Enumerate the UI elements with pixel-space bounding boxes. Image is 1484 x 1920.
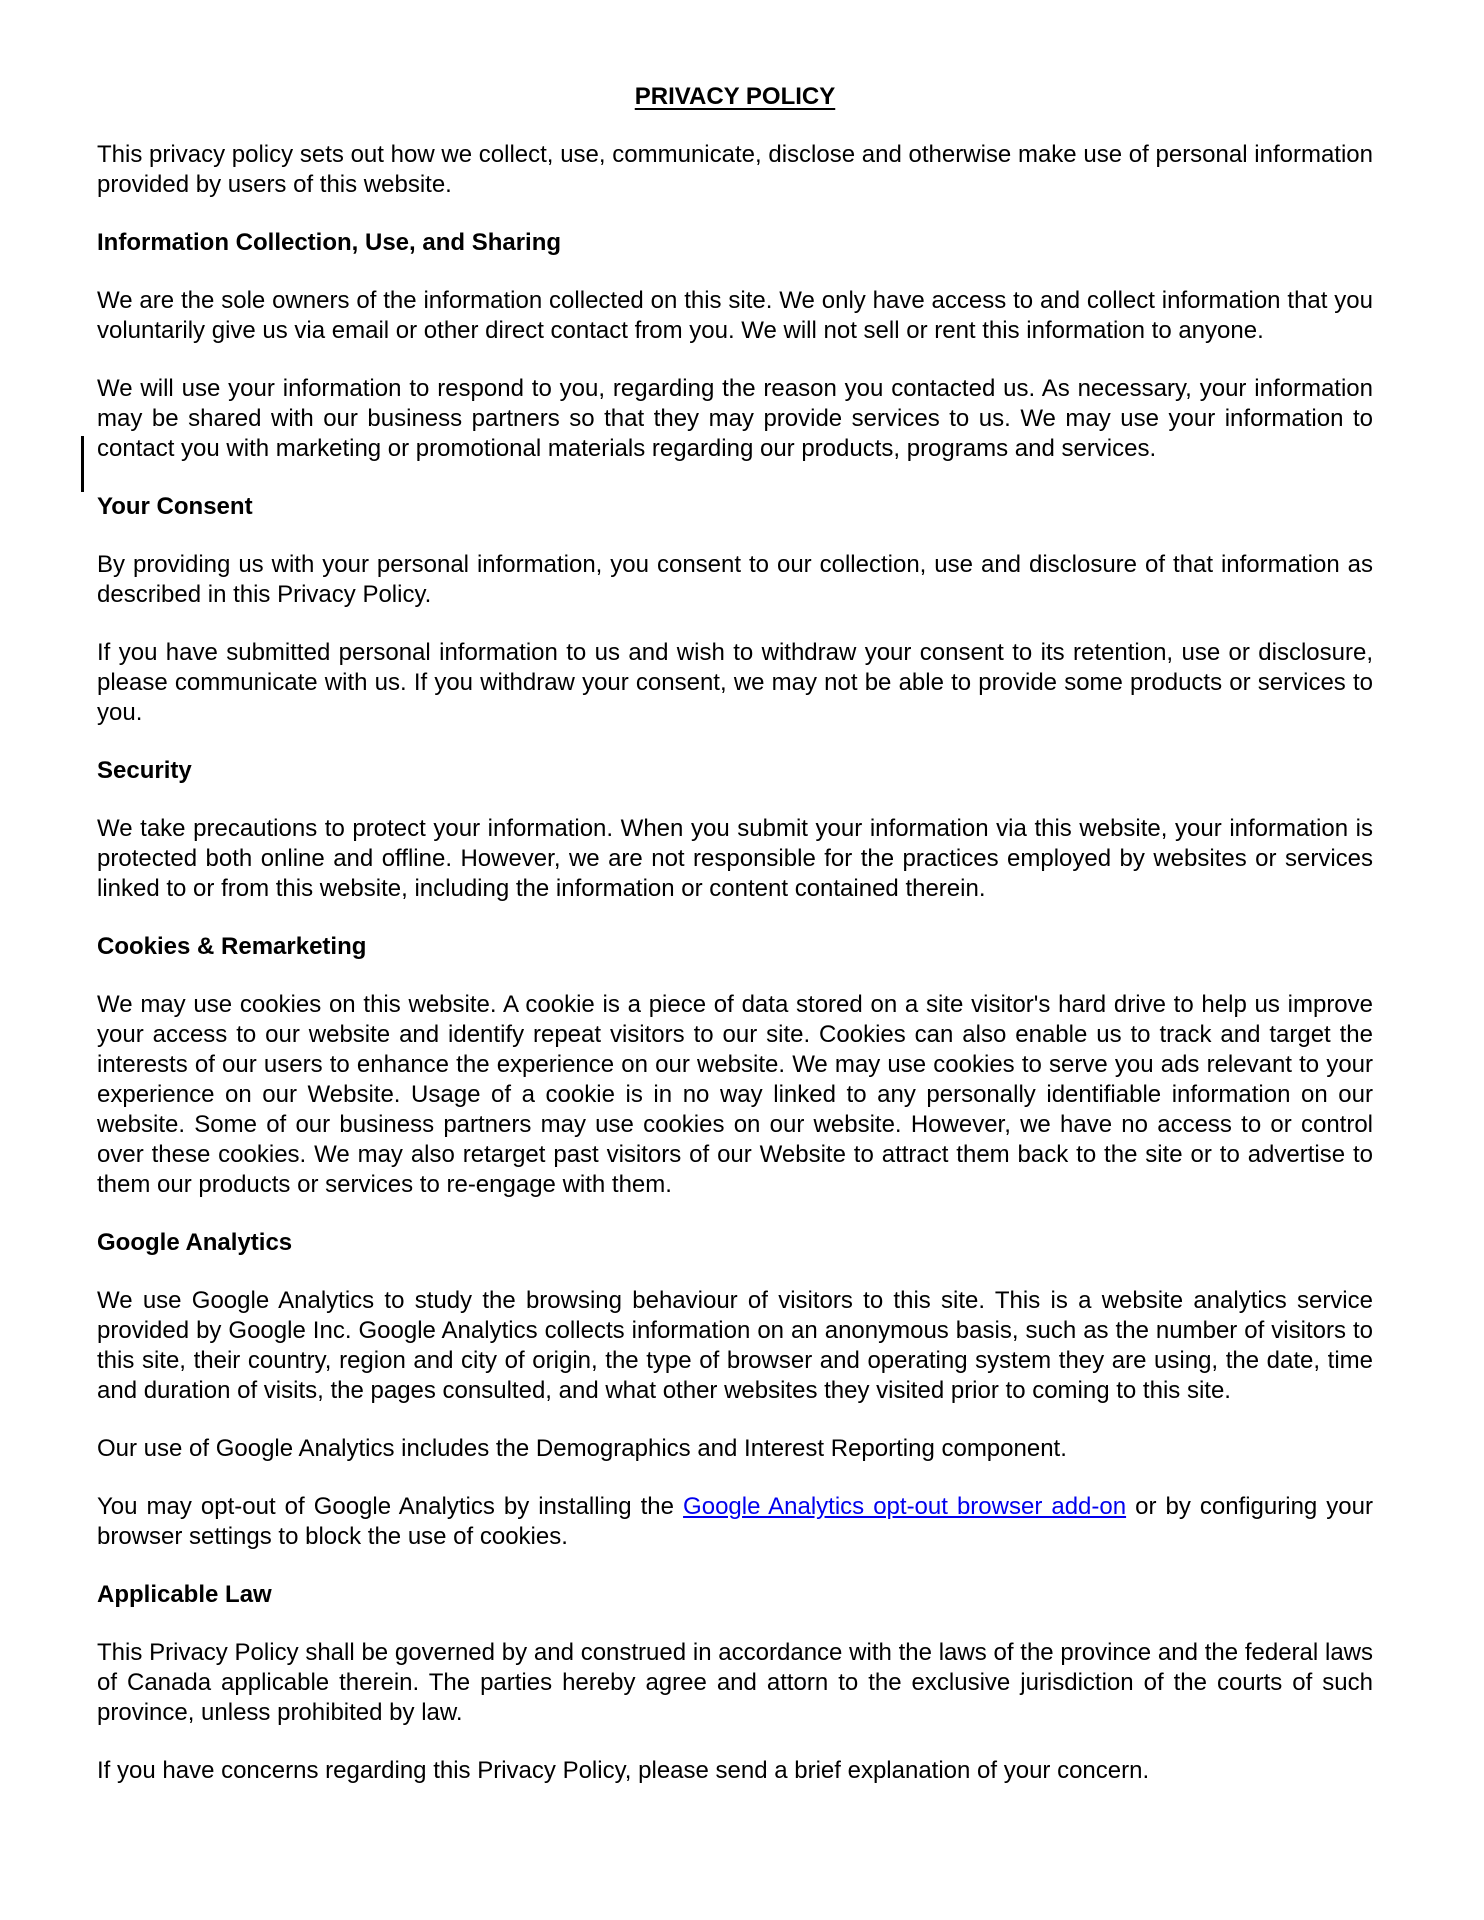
opt-out-text-before: You may opt-out of Google Analytics by installing the	[97, 1493, 684, 1520]
cookies-paragraph: We may use cookies on this website. A cookie is a piece of data stored on a site visitor's hard drive to help us improve your access to our website and identify repeat visitors to our site. Cookies can also enable us to track and target the interests of our users to enhance the experience on our website. We may use cookies to serve you ads relevant to your experience on our Website. Usage of a cookie is in no way linked to any personally identifiable information on our website. Some of our business partners may use cookies on our website. However, we have no access to or control over these cookies. We may also retarget past visitors of our Website to attract them back to the site or to advertise to them our products or services to re-engage with them.	[97, 991, 1373, 1198]
heading-google-analytics: Google Analytics	[97, 1229, 293, 1256]
heading-applicable-law: Applicable Law	[97, 1581, 272, 1608]
law-paragraph: This Privacy Policy shall be governed by and construed in accordance with the laws of the province and the federal laws of Canada applicable therein. The parties hereby agree and attorn to the exclusive jurisdiction of the courts of such province, unless prohibited by law.	[97, 1639, 1373, 1726]
collection-paragraph-1: We are the sole owners of the information collected on this site. We only have access to and collect information that you voluntarily give us via email or other direct contact from you. We will not sell or rent this information to anyone.	[97, 287, 1373, 344]
heading-security: Security	[97, 757, 192, 784]
google-analytics-opt-out-link[interactable]: Google Analytics opt-out browser add-on	[683, 1493, 1127, 1520]
security-paragraph: We take precautions to protect your information. When you submit your information via this website, your information is protected both online and offline. However, we are not responsible for the practices employed by websites or services linked to or from this website, including the information or content contained therein.	[97, 815, 1373, 902]
revision-change-bar	[81, 436, 84, 492]
closing-paragraph: If you have concerns regarding this Privacy Policy, please send a brief explanation of your concern.	[97, 1757, 1150, 1784]
consent-paragraph-2: If you have submitted personal information to us and wish to withdraw your consent to its retention, use or disclosure, please communicate with us. If you withdraw your consent, we may not be able to provide some products or services to you.	[97, 639, 1373, 726]
consent-paragraph-1: By providing us with your personal information, you consent to our collection, use and disclosure of that information as described in this Privacy Policy.	[97, 551, 1373, 608]
collection-paragraph-2: We will use your information to respond to you, regarding the reason you contacted us. As necessary, your information may be shared with our business partners so that they may provide services to us. We may use your information to contact you with marketing or promotional materials regarding our products, programs and services.	[97, 375, 1373, 462]
opt-out-text-after: or by configuring your browser settings to block the use of cookies.	[97, 1493, 1373, 1550]
analytics-paragraph-2: Our use of Google Analytics includes the Demographics and Interest Reporting component.	[97, 1435, 1067, 1462]
heading-information-collection: Information Collection, Use, and Sharing	[97, 229, 562, 256]
analytics-paragraph-1: We use Google Analytics to study the browsing behaviour of visitors to this site. This is a website analytics service provided by Google Inc. Google Analytics collects information on an anonymous basis, such as the number of visitors to this site, their country, region and city of origin, the type of browser and operating system they are using, the date, time and duration of visits, the pages consulted, and what other websites they visited prior to coming to this site.	[97, 1287, 1373, 1404]
intro-paragraph: This privacy policy sets out how we collect, use, communicate, disclose and otherwise make use of personal information provided by users of this website.	[97, 141, 1373, 198]
heading-cookies-remarketing: Cookies & Remarketing	[97, 933, 367, 960]
heading-your-consent: Your Consent	[97, 493, 253, 520]
page-title: PRIVACY POLICY	[634, 83, 836, 110]
analytics-opt-out-paragraph	[97, 1492, 1373, 1552]
